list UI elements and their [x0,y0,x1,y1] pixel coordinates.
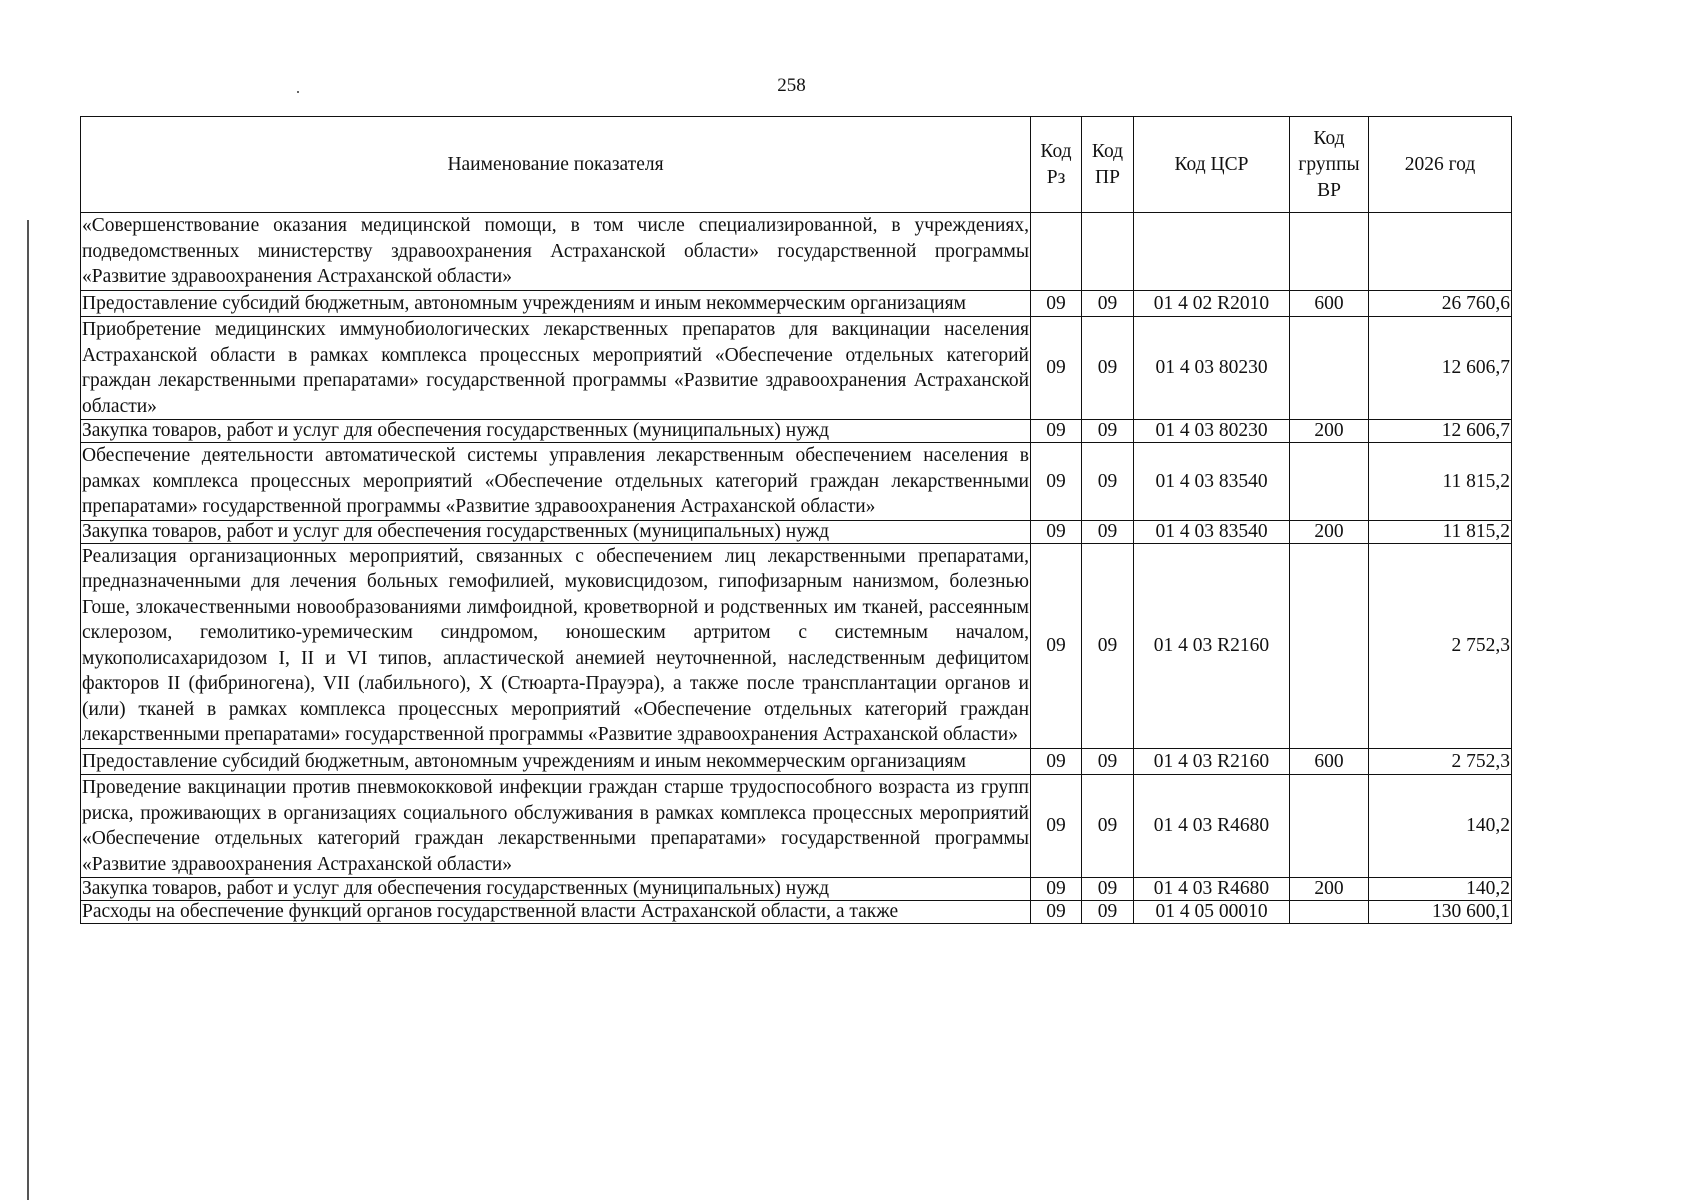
cell-vr [1290,775,1369,878]
cell-rz: 09 [1031,420,1082,443]
cell-pr: 09 [1082,520,1134,543]
table-row [81,290,1512,317]
cell-name: Закупка товаров, работ и услуг для обеспечения государственных (муниципальных) нужд [81,520,1031,543]
cell-sum: 130 600,1 [1369,901,1512,924]
table-row [81,748,1512,775]
cell-vr: 600 [1290,748,1369,775]
cell-pr: 09 [1082,443,1134,521]
cell-vr [1290,901,1369,924]
header-vr: Код группы ВР [1290,117,1369,213]
cell-sum: 26 760,6 [1369,290,1512,317]
cell-rz: 09 [1031,748,1082,775]
cell-vr [1290,317,1369,420]
table-row [81,543,1512,748]
cell-csr: 01 4 03 83540 [1134,520,1290,543]
cell-csr: 01 4 02 R2010 [1134,290,1290,317]
cell-name: Закупка товаров, работ и услуг для обеспечения государственных (муниципальных) нужд [81,878,1031,901]
table-row [81,317,1512,420]
cell-vr: 200 [1290,520,1369,543]
cell-csr: 01 4 03 R4680 [1134,878,1290,901]
cell-sum: 140,2 [1369,878,1512,901]
table-row [81,213,1512,291]
cell-pr: 09 [1082,290,1134,317]
table-row [81,520,1512,543]
cell-sum: 2 752,3 [1369,748,1512,775]
header-pr: Код ПР [1082,117,1134,213]
cell-pr: 09 [1082,878,1134,901]
table-row [81,443,1512,521]
cell-name: Предоставление субсидий бюджетным, автономным учреждениям и иным некоммерческим организациям [81,748,1031,775]
cell-rz [1031,213,1082,291]
cell-pr: 09 [1082,748,1134,775]
cell-rz: 09 [1031,317,1082,420]
cell-name: Обеспечение деятельности автоматической системы управления лекарственным обеспечением населения в рамках комплекса процессных мероприятий «Обеспечение отдельных категорий граждан лекарственными препаратами» государственной программы «Развитие здравоохранения Астраханской области» [81,443,1031,521]
header-name: Наименование показателя [81,117,1031,213]
budget-table [80,116,1512,924]
cell-pr: 09 [1082,543,1134,748]
cell-pr [1082,213,1134,291]
cell-sum: 140,2 [1369,775,1512,878]
cell-csr: 01 4 03 83540 [1134,443,1290,521]
cell-sum: 12 606,7 [1369,420,1512,443]
cell-rz: 09 [1031,901,1082,924]
cell-pr: 09 [1082,901,1134,924]
cell-csr: 01 4 03 80230 [1134,420,1290,443]
header-sum: 2026 год [1369,117,1512,213]
cell-sum [1369,213,1512,291]
cell-rz: 09 [1031,775,1082,878]
cell-rz: 09 [1031,543,1082,748]
cell-rz: 09 [1031,443,1082,521]
cell-name: Проведение вакцинации против пневмококковой инфекции граждан старше трудоспособного возраста из групп риска, проживающих в организациях социального обслуживания в рамках комплекса процессных мероприятий «Обеспечение отдельных категорий граждан лекарственными препаратами» государственной программы «Развитие здравоохранения Астраханской области» [81,775,1031,878]
header-csr: Код ЦСР [1134,117,1290,213]
cell-vr: 200 [1290,878,1369,901]
margin-rule [27,220,29,1200]
cell-csr: 01 4 03 R2160 [1134,748,1290,775]
cell-rz: 09 [1031,878,1082,901]
cell-csr: 01 4 03 80230 [1134,317,1290,420]
page-number: 258 [777,75,806,96]
cell-name: Приобретение медицинских иммунобиологических лекарственных препаратов для вакцинации населения Астраханской области в рамках комплекса процессных мероприятий «Обеспечение отдельных категорий граждан лекарственными препаратами» государственной программы «Развитие здравоохранения Астраханской области» [81,317,1031,420]
cell-vr [1290,443,1369,521]
cell-vr [1290,543,1369,748]
cell-sum: 11 815,2 [1369,443,1512,521]
cell-name: Расходы на обеспечение функций органов государственной власти Астраханской области, а также [81,901,1031,924]
cell-name: Реализация организационных мероприятий, связанных с обеспечением лиц лекарственными препаратами, предназначенными для лечения больных гемофилией, муковисцидозом, гипофизарным нанизмом, болезнью Гоше, злокачественными новообразованиями лимфоидной, кроветворной и родственных им тканей, рассеянным склерозом, гемолитико-уремическим синдромом, юношеским артритом с системным началом, мукополисахаридозом I, II и VI типов, апластической анемией неуточненной, наследственным дефицитом факторов II (фибриногена), VII (лабильного), X (Стюарта-Прауэра), а также после трансплантации органов и (или) тканей в рамках комплекса процессных мероприятий «Обеспечение отдельных категорий граждан лекарственными препаратами» государственной программы «Развитие здравоохранения Астраханской области» [81,543,1031,748]
table-row [81,420,1512,443]
cell-vr [1290,213,1369,291]
cell-csr: 01 4 05 00010 [1134,901,1290,924]
cell-name: «Совершенствование оказания медицинской помощи, в том числе специализированной, в учреждениях, подведомственных министерству здравоохранения Астраханской области» государственной программы «Развитие здравоохранения Астраханской области» [81,213,1031,291]
cell-vr: 200 [1290,420,1369,443]
header-rz: Код Рз [1031,117,1082,213]
cell-pr: 09 [1082,775,1134,878]
cell-csr: 01 4 03 R4680 [1134,775,1290,878]
table-header-row [81,117,1512,213]
cell-rz: 09 [1031,290,1082,317]
cell-pr: 09 [1082,317,1134,420]
cell-sum: 11 815,2 [1369,520,1512,543]
cell-name: Закупка товаров, работ и услуг для обеспечения государственных (муниципальных) нужд [81,420,1031,443]
cell-name: Предоставление субсидий бюджетным, автономным учреждениям и иным некоммерческим организациям [81,290,1031,317]
cell-sum: 2 752,3 [1369,543,1512,748]
table-row [81,878,1512,901]
table-row [81,901,1512,924]
cell-vr: 600 [1290,290,1369,317]
table-row [81,775,1512,878]
cell-sum: 12 606,7 [1369,317,1512,420]
cell-csr: 01 4 03 R2160 [1134,543,1290,748]
cell-rz: 09 [1031,520,1082,543]
cell-pr: 09 [1082,420,1134,443]
cell-csr [1134,213,1290,291]
